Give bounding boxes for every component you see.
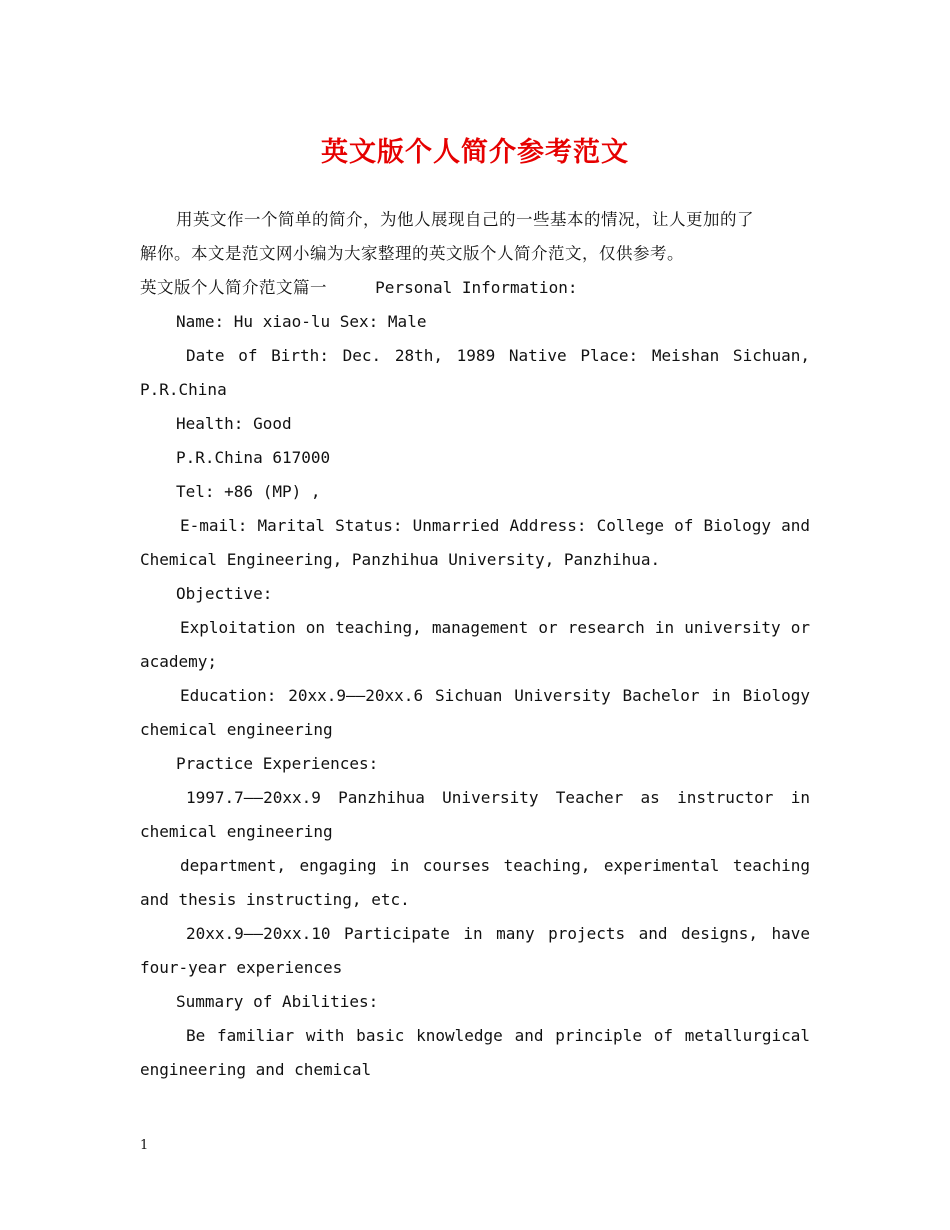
objective-heading: Objective: (176, 584, 273, 603)
name-sex-line: Name: Hu xiao-lu Sex: Male (176, 312, 427, 331)
practice-item-3: 20xx.9——20xx.10 Participate in many projects and designs, have four-year experiences (140, 924, 810, 977)
abilities-text: Be familiar with basic knowledge and principle of metallurgical engineering and chemical (140, 1026, 810, 1079)
education-line: Education: 20xx.9——20xx.6 Sichuan University Bachelor in Biology chemical engineering (140, 686, 810, 739)
section-heading-line (140, 271, 810, 305)
section-heading: 英文版个人简介范文篇一 (140, 278, 327, 297)
intro-line-2: 解你。本文是范文网小编为大家整理的英文版个人简介范文，仅供参考。 (140, 244, 684, 263)
document-title: 英文版个人简介参考范文 (321, 137, 629, 168)
email-address-line: E-mail: Marital Status: Unmarried Address: College of Biology and Chemical Engineering, Panzhihua University, Panzhihua. (140, 516, 810, 569)
personal-info-heading: Personal Information: (375, 278, 578, 297)
postcode-line: P.R.China 617000 (176, 448, 331, 467)
practice-item-2: department, engaging in courses teaching, experimental teaching and thesis instructing, etc. (140, 856, 810, 909)
practice-item-1: 1997.7——20xx.9 Panzhihua University Teacher as instructor in chemical engineering (140, 788, 810, 841)
tel-line: Tel: +86 (MP) , (176, 482, 321, 501)
birth-line: Date of Birth: Dec. 28th, 1989 Native Place: Meishan Sichuan, P.R.China (140, 346, 810, 399)
intro-line-1: 用英文作一个简单的简介，为他人展现自己的一些基本的情况，让人更加的了 (176, 210, 754, 229)
objective-text: Exploitation on teaching, management or research in university or academy; (140, 618, 810, 671)
abilities-heading: Summary of Abilities: (176, 992, 379, 1011)
health-line: Health: Good (176, 414, 292, 433)
page-number: 1 (140, 1138, 149, 1153)
practice-heading: Practice Experiences: (176, 754, 379, 773)
document-body (140, 203, 810, 1087)
